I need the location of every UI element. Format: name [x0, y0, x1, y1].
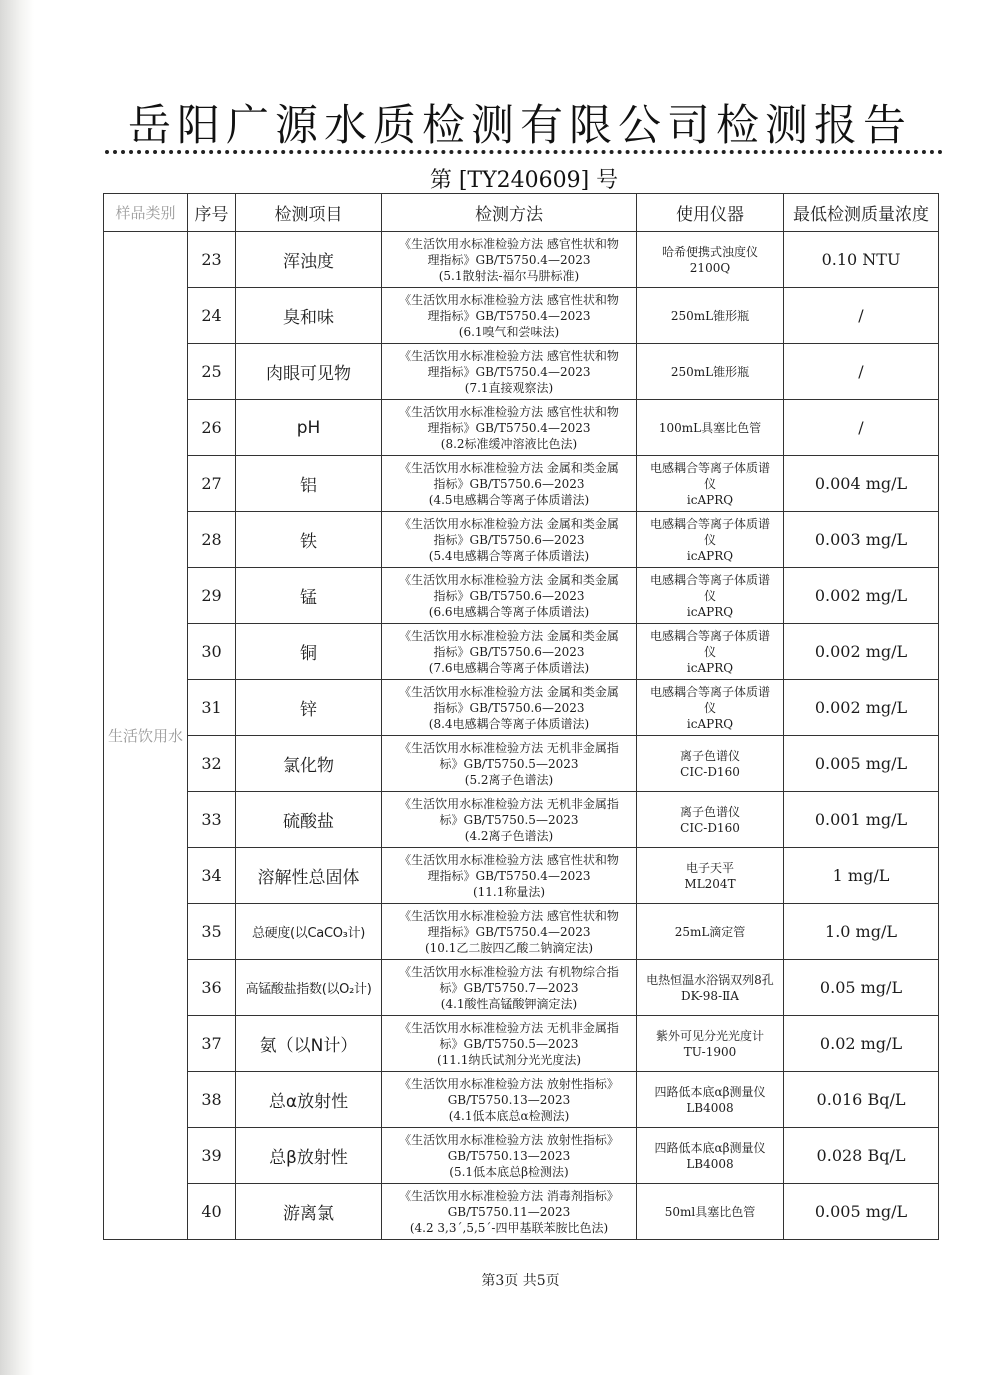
table-row: [104, 1072, 939, 1128]
method-line: (4.1低本底总α检测法): [448, 1108, 570, 1123]
method-line: 《生活饮用水标准检验方法 无机非金属指: [399, 796, 619, 811]
method-line: 《生活饮用水标准检验方法 感官性状和物: [399, 908, 619, 923]
instrument-line: 离子色谱仪: [679, 748, 740, 763]
instrument-line: 电感耦合等离子体质谱: [649, 684, 770, 699]
test-method-cell: [382, 1128, 637, 1184]
serial-no-cell: 26: [188, 400, 236, 456]
method-line: 《生活饮用水标准检验方法 放射性指标》: [399, 1076, 619, 1091]
table-row: [104, 960, 939, 1016]
table-row: [104, 568, 939, 624]
instrument-cell: [637, 848, 784, 904]
instrument-line: 电感耦合等离子体质谱: [649, 572, 770, 587]
instrument-cell: [637, 1184, 784, 1240]
method-line: (4.2 3,3´,5,5´-四甲基联苯胺比色法): [409, 1220, 609, 1235]
instrument-line: icAPRQ: [686, 548, 734, 563]
min-detection-cell: 0.005 mg/L: [784, 1184, 939, 1240]
min-detection-cell: 0.002 mg/L: [784, 624, 939, 680]
min-detection-cell: /: [784, 400, 939, 456]
instrument-line: LB4008: [686, 1156, 734, 1171]
instrument-line: DK-98-ⅡA: [681, 988, 739, 1003]
method-line: 标》GB/T5750.5—2023: [439, 756, 579, 771]
table-row: [104, 232, 939, 288]
instrument-line: 仪: [703, 644, 716, 659]
instrument-cell: [637, 792, 784, 848]
method-line: 《生活饮用水标准检验方法 感官性状和物: [399, 236, 619, 251]
serial-no-cell: 29: [188, 568, 236, 624]
min-detection-cell: /: [784, 344, 939, 400]
serial-no-cell: 24: [188, 288, 236, 344]
table-row: [104, 848, 939, 904]
test-method-cell: [382, 680, 637, 736]
instrument-line: CIC-D160: [680, 764, 740, 779]
method-line: 指标》GB/T5750.6—2023: [433, 700, 585, 715]
method-line: 标》GB/T5750.5—2023: [439, 1036, 579, 1051]
instrument-line: LB4008: [686, 1100, 734, 1115]
method-line: GB/T5750.11—2023: [447, 1204, 571, 1219]
instrument-cell: [637, 1128, 784, 1184]
instrument-line: icAPRQ: [686, 604, 734, 619]
test-method-cell: [382, 512, 637, 568]
instrument-cell: [637, 680, 784, 736]
test-item-cell: 铜: [236, 624, 382, 680]
table-row: [104, 288, 939, 344]
test-item-cell: 高锰酸盐指数(以O₂计): [236, 960, 382, 1016]
method-line: 理指标》GB/T5750.4—2023: [427, 420, 591, 435]
method-line: 《生活饮用水标准检验方法 金属和类金属: [399, 684, 619, 699]
method-line: (10.1乙二胺四乙酸二钠滴定法): [424, 940, 594, 955]
table-row: [104, 512, 939, 568]
serial-no-cell: 36: [188, 960, 236, 1016]
min-detection-cell: 0.003 mg/L: [784, 512, 939, 568]
method-line: (5.1散射法-福尔马肼标准): [438, 268, 580, 283]
instrument-line: 电热恒温水浴锅双列8孔: [646, 972, 774, 987]
test-item-cell: 浑浊度: [236, 232, 382, 288]
table-header-row: [104, 194, 939, 232]
method-line: (7.6电感耦合等离子体质谱法): [428, 660, 590, 675]
test-item-cell: 臭和味: [236, 288, 382, 344]
table-row: [104, 792, 939, 848]
instrument-cell: [637, 624, 784, 680]
instrument-cell: [637, 232, 784, 288]
instrument-cell: [637, 400, 784, 456]
instrument-line: 25mL滴定管: [674, 924, 746, 939]
serial-no-cell: 25: [188, 344, 236, 400]
method-line: 《生活饮用水标准检验方法 金属和类金属: [399, 628, 619, 643]
min-detection-cell: 1.0 mg/L: [784, 904, 939, 960]
instrument-line: 2100Q: [689, 260, 731, 275]
test-method-cell: [382, 960, 637, 1016]
test-item-cell: pH: [236, 400, 382, 456]
instrument-line: 250mL锥形瓶: [670, 364, 750, 379]
table-row: [104, 400, 939, 456]
method-line: (5.4电感耦合等离子体质谱法): [428, 548, 590, 563]
test-item-cell: 氯化物: [236, 736, 382, 792]
method-line: (4.5电感耦合等离子体质谱法): [428, 492, 590, 507]
test-method-cell: [382, 568, 637, 624]
serial-no-cell: 37: [188, 1016, 236, 1072]
method-line: (11.1称量法): [472, 884, 546, 899]
method-line: (7.1直接观察法): [464, 380, 554, 395]
min-detection-cell: 0.02 mg/L: [784, 1016, 939, 1072]
min-detection-cell: 0.001 mg/L: [784, 792, 939, 848]
instrument-line: 电子天平: [685, 860, 734, 875]
report-number: 第 [TY240609] 号: [429, 168, 619, 193]
min-detection-cell: 0.002 mg/L: [784, 680, 939, 736]
method-line: (4.1酸性高锰酸钾滴定法): [440, 996, 578, 1011]
method-line: 《生活饮用水标准检验方法 感官性状和物: [399, 404, 619, 419]
report-title: 岳阳广源水质检测有限公司检测报告: [128, 101, 912, 151]
method-line: 《生活饮用水标准检验方法 无机非金属指: [399, 740, 619, 755]
instrument-cell: [637, 1072, 784, 1128]
serial-no-cell: 35: [188, 904, 236, 960]
instrument-cell: [637, 960, 784, 1016]
method-line: (5.1低本底总β检测法): [449, 1164, 569, 1179]
table-row: [104, 456, 939, 512]
method-line: 《生活饮用水标准检验方法 金属和类金属: [399, 572, 619, 587]
test-method-cell: [382, 232, 637, 288]
method-line: 《生活饮用水标准检验方法 感官性状和物: [399, 292, 619, 307]
instrument-cell: [637, 288, 784, 344]
table-body: [104, 232, 939, 1240]
instrument-line: 离子色谱仪: [679, 804, 740, 819]
instrument-cell: [637, 512, 784, 568]
method-line: 《生活饮用水标准检验方法 金属和类金属: [399, 460, 619, 475]
test-items-table: [103, 193, 939, 1240]
instrument-cell: [637, 904, 784, 960]
method-line: 指标》GB/T5750.6—2023: [433, 588, 585, 603]
instrument-line: 50ml具塞比色管: [664, 1204, 756, 1219]
method-line: 理指标》GB/T5750.4—2023: [427, 924, 591, 939]
test-item-cell: 铁: [236, 512, 382, 568]
header-test-method: 检测方法: [382, 194, 637, 232]
method-line: 《生活饮用水标准检验方法 消毒剂指标》: [399, 1188, 619, 1203]
serial-no-cell: 38: [188, 1072, 236, 1128]
serial-no-cell: 30: [188, 624, 236, 680]
min-detection-cell: 0.016 Bq/L: [784, 1072, 939, 1128]
header-instrument: 使用仪器: [637, 194, 784, 232]
instrument-line: 250mL锥形瓶: [670, 308, 750, 323]
instrument-line: 四路低本底αβ测量仪: [654, 1084, 766, 1099]
instrument-line: 电感耦合等离子体质谱: [649, 628, 770, 643]
instrument-cell: [637, 456, 784, 512]
serial-no-cell: 32: [188, 736, 236, 792]
test-method-cell: [382, 1016, 637, 1072]
table-row: [104, 680, 939, 736]
test-item-cell: 溶解性总固体: [236, 848, 382, 904]
min-detection-cell: 0.028 Bq/L: [784, 1128, 939, 1184]
sample-category-cell: 生活饮用水: [104, 232, 188, 1240]
method-line: (4.2离子色谱法): [464, 828, 554, 843]
header-sample-category: 样品类别: [104, 194, 188, 232]
scan-edge-shadow: [0, 0, 34, 1375]
instrument-line: icAPRQ: [686, 492, 734, 507]
table-row: [104, 344, 939, 400]
method-line: 《生活饮用水标准检验方法 感官性状和物: [399, 348, 619, 363]
method-line: 《生活饮用水标准检验方法 感官性状和物: [399, 852, 619, 867]
test-item-cell: 总α放射性: [236, 1072, 382, 1128]
serial-no-cell: 39: [188, 1128, 236, 1184]
table-row: [104, 904, 939, 960]
min-detection-cell: 0.004 mg/L: [784, 456, 939, 512]
method-line: (8.4电感耦合等离子体质谱法): [428, 716, 590, 731]
dotted-divider: [105, 150, 943, 154]
test-method-cell: [382, 400, 637, 456]
min-detection-cell: 1 mg/L: [784, 848, 939, 904]
instrument-line: CIC-D160: [680, 820, 740, 835]
test-method-cell: [382, 456, 637, 512]
min-detection-cell: /: [784, 288, 939, 344]
test-method-cell: [382, 344, 637, 400]
method-line: 理指标》GB/T5750.4—2023: [427, 252, 591, 267]
table-row: [104, 1016, 939, 1072]
method-line: 标》GB/T5750.5—2023: [439, 812, 579, 827]
serial-no-cell: 23: [188, 232, 236, 288]
test-method-cell: [382, 624, 637, 680]
method-line: (6.6电感耦合等离子体质谱法): [428, 604, 590, 619]
test-method-cell: [382, 848, 637, 904]
method-line: 理指标》GB/T5750.4—2023: [427, 308, 591, 323]
min-detection-cell: 0.005 mg/L: [784, 736, 939, 792]
method-line: GB/T5750.13—2023: [447, 1148, 571, 1163]
method-line: 《生活饮用水标准检验方法 无机非金属指: [399, 1020, 619, 1035]
method-line: 理指标》GB/T5750.4—2023: [427, 868, 591, 883]
instrument-line: 电感耦合等离子体质谱: [649, 516, 770, 531]
instrument-line: ML204T: [684, 876, 736, 891]
serial-no-cell: 34: [188, 848, 236, 904]
instrument-cell: [637, 344, 784, 400]
header-test-item: 检测项目: [236, 194, 382, 232]
instrument-line: 哈希便携式浊度仪: [661, 244, 758, 259]
instrument-line: 100mL具塞比色管: [658, 420, 762, 435]
test-item-cell: 游离氯: [236, 1184, 382, 1240]
test-method-cell: [382, 1184, 637, 1240]
instrument-line: 仪: [703, 532, 716, 547]
test-method-cell: [382, 792, 637, 848]
test-item-cell: 铝: [236, 456, 382, 512]
serial-no-cell: 31: [188, 680, 236, 736]
method-line: (5.2离子色谱法): [464, 772, 554, 787]
instrument-line: 仪: [703, 588, 716, 603]
method-line: 《生活饮用水标准检验方法 放射性指标》: [399, 1132, 619, 1147]
method-line: 指标》GB/T5750.6—2023: [433, 532, 585, 547]
instrument-line: TU-1900: [683, 1044, 737, 1059]
method-line: 指标》GB/T5750.6—2023: [433, 476, 585, 491]
test-method-cell: [382, 1072, 637, 1128]
test-method-cell: [382, 736, 637, 792]
header-serial-no: 序号: [188, 194, 236, 232]
instrument-line: 紫外可见分光光度计: [655, 1028, 764, 1043]
method-line: GB/T5750.13—2023: [447, 1092, 571, 1107]
serial-no-cell: 28: [188, 512, 236, 568]
instrument-cell: [637, 568, 784, 624]
min-detection-cell: 0.002 mg/L: [784, 568, 939, 624]
instrument-line: 仪: [703, 476, 716, 491]
method-line: (11.1纳氏试剂分光光度法): [436, 1052, 582, 1067]
page-number: 第3页 共5页: [481, 1273, 560, 1289]
method-line: 《生活饮用水标准检验方法 有机物综合指: [399, 964, 619, 979]
instrument-line: 仪: [703, 700, 716, 715]
instrument-cell: [637, 736, 784, 792]
instrument-line: 四路低本底αβ测量仪: [654, 1140, 766, 1155]
test-item-cell: 硫酸盐: [236, 792, 382, 848]
method-line: 《生活饮用水标准检验方法 金属和类金属: [399, 516, 619, 531]
serial-no-cell: 33: [188, 792, 236, 848]
instrument-line: 电感耦合等离子体质谱: [649, 460, 770, 475]
test-item-cell: 总硬度(以CaCO₃计): [236, 904, 382, 960]
method-line: 标》GB/T5750.7—2023: [439, 980, 579, 995]
test-item-cell: 锌: [236, 680, 382, 736]
instrument-cell: [637, 1016, 784, 1072]
test-item-cell: 总β放射性: [236, 1128, 382, 1184]
test-item-cell: 肉眼可见物: [236, 344, 382, 400]
instrument-line: icAPRQ: [686, 716, 734, 731]
min-detection-cell: 0.10 NTU: [784, 232, 939, 288]
table-row: [104, 1128, 939, 1184]
method-line: 指标》GB/T5750.6—2023: [433, 644, 585, 659]
min-detection-cell: 0.05 mg/L: [784, 960, 939, 1016]
method-line: (8.2标准缓冲溶液比色法): [440, 436, 578, 451]
method-line: 理指标》GB/T5750.4—2023: [427, 364, 591, 379]
table-row: [104, 736, 939, 792]
test-item-cell: 锰: [236, 568, 382, 624]
header-min-detection: 最低检测质量浓度: [784, 194, 939, 232]
test-item-cell: 氨（以N计）: [236, 1016, 382, 1072]
serial-no-cell: 27: [188, 456, 236, 512]
test-method-cell: [382, 904, 637, 960]
method-line: (6.1嗅气和尝味法): [458, 324, 560, 339]
serial-no-cell: 40: [188, 1184, 236, 1240]
table-row: [104, 624, 939, 680]
instrument-line: icAPRQ: [686, 660, 734, 675]
table-row: [104, 1184, 939, 1240]
test-method-cell: [382, 288, 637, 344]
